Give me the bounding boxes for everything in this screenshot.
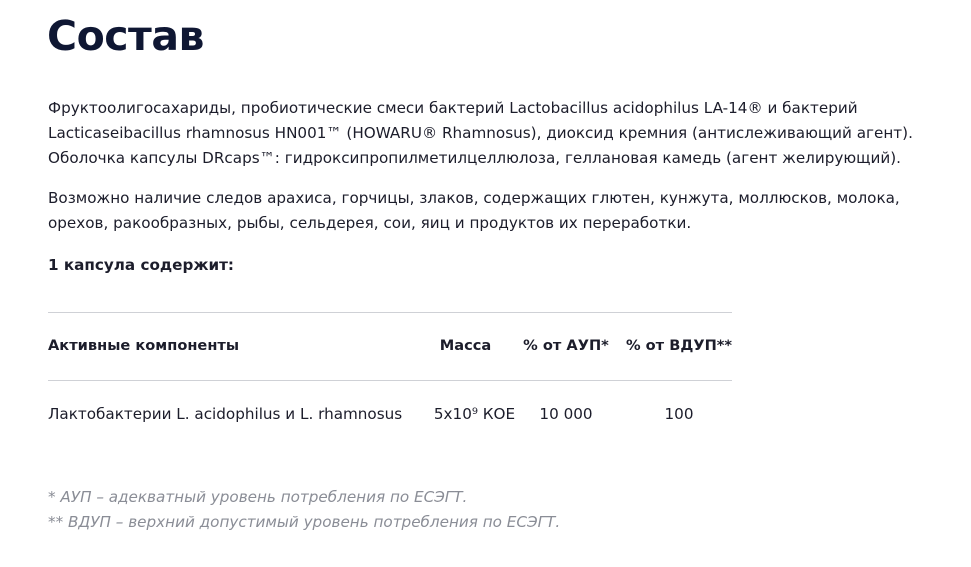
cell-aup-percent: 10 000 xyxy=(539,405,593,423)
composition-line: Lacticaseibacillus rhamnosus HN001™ (HOWARU® Rhamnosus), диоксид кремния (антислеживающий агент). xyxy=(48,124,913,142)
footnote-aup: * АУП – адекватный уровень потребления по ЕСЭГТ. xyxy=(48,488,468,506)
allergens-line: орехов, ракообразных, рыбы, сельдерея, сои, яиц и продуктов их переработки. xyxy=(48,214,692,232)
footnotes xyxy=(48,485,560,535)
header-mass: Масса xyxy=(439,337,492,354)
page-title: Состав xyxy=(47,12,204,60)
header-active-components: Активные компоненты xyxy=(48,337,240,354)
cell-mass: 5x10⁹ КОЕ xyxy=(433,405,516,423)
composition-text xyxy=(48,96,913,171)
allergens-text xyxy=(48,186,900,236)
table-header-row xyxy=(48,313,732,380)
composition-line: Оболочка капсулы DRcaps™: гидроксипропилметилцеллюлоза, геллановая камедь (агент желирующий). xyxy=(48,149,901,167)
table-row xyxy=(48,381,732,449)
allergens-line: Возможно наличие следов арахиса, горчицы, злаков, содержащих глютен, кунжута, моллюсков, молока, xyxy=(48,189,900,207)
composition-line: Фруктоолигосахариды, пробиотические смеси бактерий Lactobacillus acidophilus LA-14® и бактерий xyxy=(48,99,858,117)
header-vdup-percent: % от ВДУП** xyxy=(625,337,733,354)
cell-component-name: Лактобактерии L. acidophilus и L. rhamnosus xyxy=(48,405,403,423)
footnote-vdup: ** ВДУП – верхний допустимый уровень потребления по ЕСЭГТ. xyxy=(48,513,561,531)
header-aup-percent: % от АУП* xyxy=(523,337,609,354)
capsule-heading: 1 капсула содержит: xyxy=(48,256,234,274)
composition-table xyxy=(48,312,732,449)
cell-vdup-percent: 100 xyxy=(664,405,694,423)
